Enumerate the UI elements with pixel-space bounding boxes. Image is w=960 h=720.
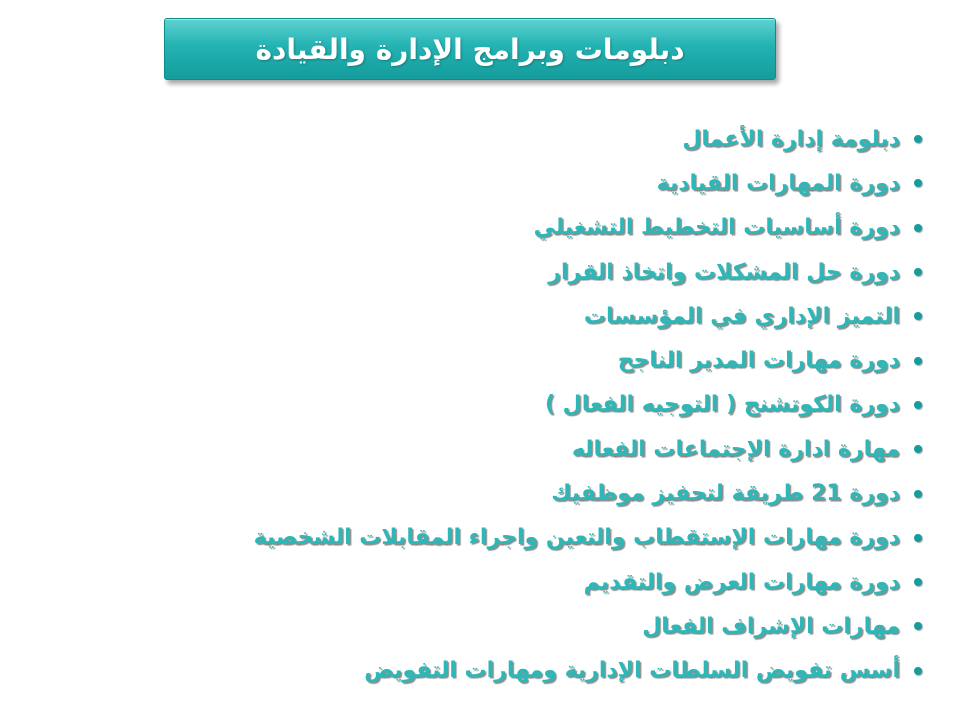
list-item-text: دبلومة إدارة الأعمال — [682, 126, 900, 152]
bullet-icon — [914, 445, 922, 453]
list-item — [102, 117, 922, 161]
list-item-text: التميز الإداري في المؤسسات — [583, 303, 900, 329]
list-item — [102, 427, 922, 471]
list-item-text: دورة 21 طريقة لتحفيز موظفيك — [551, 481, 900, 507]
list-item — [102, 383, 922, 427]
list-item — [102, 250, 922, 294]
course-list — [102, 117, 922, 693]
list-item-text: دورة المهارات القيادية — [656, 170, 900, 196]
bullet-icon — [914, 401, 922, 409]
list-item-text: دورة مهارات الإستقطاب والتعين واجراء المقابلات الشخصية — [253, 525, 900, 551]
bullet-icon — [914, 224, 922, 232]
list-item-text: أسس تفويض السلطات الإدارية ومهارات التفويض — [364, 658, 900, 684]
list-item — [102, 560, 922, 604]
list-item-text: مهارة ادارة الإجتماعات الفعاله — [571, 436, 900, 462]
list-item-text: مهارات الإشراف الفعال — [642, 613, 900, 639]
list-item-text: دورة حل المشكلات واتخاذ القرار — [548, 259, 900, 285]
list-item — [102, 649, 922, 693]
bullet-icon — [914, 578, 922, 586]
bullet-icon — [914, 179, 922, 187]
bullet-icon — [914, 268, 922, 276]
list-item — [102, 161, 922, 205]
bullet-icon — [914, 312, 922, 320]
bullet-icon — [914, 490, 922, 498]
list-item — [102, 471, 922, 515]
bullet-icon — [914, 534, 922, 542]
bullet-icon — [914, 622, 922, 630]
slide-title: دبلومات وبرامج الإدارة والقيادة — [255, 32, 685, 66]
list-item — [102, 206, 922, 250]
bullet-icon — [914, 357, 922, 365]
list-item-text: دورة الكوتشنج ( التوجيه الفعال ) — [544, 392, 900, 418]
bullet-icon — [914, 135, 922, 143]
bullet-icon — [914, 667, 922, 675]
list-item — [102, 516, 922, 560]
list-item — [102, 338, 922, 382]
list-item-text: دورة أساسيات التخطيط التشغيلي — [533, 215, 900, 241]
list-item-text: دورة مهارات العرض والتقديم — [583, 569, 900, 595]
list-item — [102, 604, 922, 648]
list-item — [102, 294, 922, 338]
title-banner — [164, 18, 776, 80]
list-item-text: دورة مهارات المدير الناجح — [617, 348, 900, 374]
